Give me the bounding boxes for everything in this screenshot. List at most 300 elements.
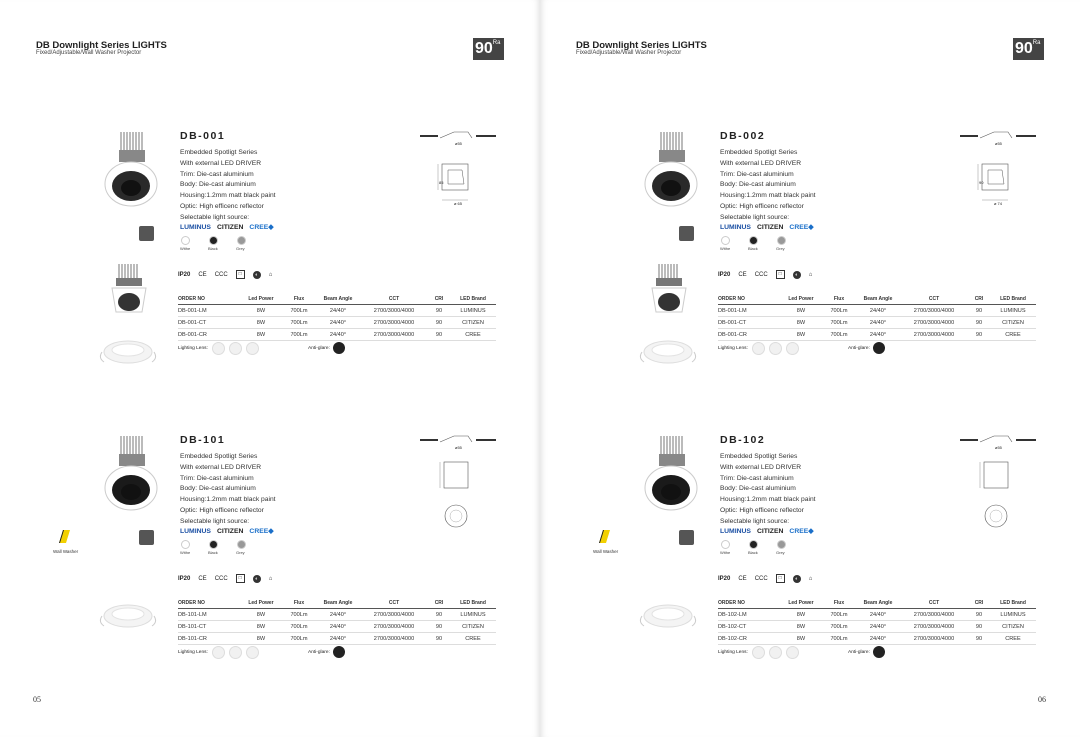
table-header — [178, 294, 496, 305]
table-header — [718, 294, 1036, 305]
trim-ring-photo — [98, 336, 158, 373]
spec-line: Housing:1.2mm matt black paint — [720, 192, 816, 200]
wall-washer-icon — [599, 530, 610, 543]
cree-diamond-icon: ◆ — [808, 224, 814, 231]
table-row — [718, 621, 1036, 633]
dim-diameter: ø55 — [455, 141, 462, 146]
indoor-icon: ⌂ — [268, 575, 273, 582]
ra-unit: Ra — [492, 40, 501, 46]
table-row — [718, 305, 1036, 317]
table-cell: 2700/3000/4000 — [373, 623, 415, 630]
indoor-icon: ⌂ — [268, 271, 273, 278]
lighting-lens — [178, 342, 259, 355]
table-cell: 90 — [435, 623, 443, 630]
product-photo — [102, 130, 160, 213]
anti-glare-option — [873, 646, 885, 658]
table-cell: 24/40° — [329, 635, 347, 642]
dim-cutout: ø 74 — [994, 201, 1003, 206]
anti-glare-label: Anti-glare: — [308, 345, 330, 351]
table-cell: DB-101-LM — [178, 611, 207, 618]
table-cell: 90 — [975, 635, 983, 642]
table-header-cell: Flux — [293, 296, 305, 302]
table-cell: CITIZEN — [1002, 319, 1024, 326]
table-header-cell: ORDER NO — [178, 600, 205, 606]
spec-line: Selectable light source: — [720, 213, 790, 221]
table-header-cell: CCT — [388, 296, 400, 302]
indoor-icon: ⌂ — [808, 575, 813, 582]
table-header — [178, 598, 496, 609]
spec-line: Housing:1.2mm matt black paint — [180, 496, 276, 504]
table-cell: 8W — [256, 331, 266, 338]
brand-cree: CREE — [249, 528, 269, 535]
brand-citizen: CITIZEN — [756, 224, 784, 231]
table-cell: 700Lm — [290, 611, 308, 618]
table-cell: 2700/3000/4000 — [913, 623, 955, 630]
spec-line: Trim: Die-cast aluminium — [720, 170, 794, 178]
lighting-lens-label: Lighting Lens: — [178, 650, 208, 655]
color-swatch — [749, 540, 758, 549]
brand-luminus: LUMINUS — [720, 224, 751, 231]
table-header-cell: Beam Angle — [863, 296, 893, 302]
lens-option — [786, 342, 799, 355]
product-type-icon — [139, 530, 154, 545]
spec-line: Selectable light source: — [180, 213, 250, 221]
ra-value: 90 — [475, 40, 493, 57]
table-cell: 700Lm — [830, 319, 848, 326]
table-cell: 24/40° — [869, 635, 887, 642]
table-cell: 24/40° — [869, 331, 887, 338]
cree-diamond-icon: ◆ — [268, 224, 274, 231]
indoor-icon: ⌂ — [808, 271, 813, 278]
table-cell: 8W — [256, 623, 266, 630]
table-header-cell: CCT — [928, 296, 940, 302]
ip-rating: IP20 — [178, 575, 191, 582]
table-cell: CITIZEN — [462, 623, 484, 630]
class-icon: □ — [236, 574, 245, 583]
table-header-cell: Flux — [833, 296, 845, 302]
table-cell: 8W — [796, 319, 806, 326]
spec-line: Embedded Spotligt Series — [180, 149, 258, 156]
product-block — [0, 434, 540, 734]
table-cell: DB-001-LM — [178, 307, 207, 314]
lighting-lens-label: Lighting Lens: — [718, 346, 748, 351]
table-row — [178, 633, 496, 645]
trim-ring-photo — [638, 600, 698, 637]
color-swatch-label: Withe — [180, 246, 191, 251]
brand-luminus: LUMINUS — [180, 224, 211, 231]
certification-icons — [718, 270, 812, 279]
lighting-lens — [718, 646, 799, 659]
table-cell: 24/40° — [329, 331, 347, 338]
table-cell: 700Lm — [290, 319, 308, 326]
table-cell: DB-101-CT — [178, 623, 207, 630]
spec-line: Trim: Die-cast aluminium — [180, 474, 254, 482]
spec-line: Trim: Die-cast aluminium — [720, 474, 794, 482]
class-icon: □ — [776, 270, 785, 279]
table-cell: 2700/3000/4000 — [913, 307, 955, 314]
dim-cutout: ø 65 — [454, 201, 463, 206]
table-cell: DB-102-LM — [718, 611, 747, 618]
ra-badge — [1013, 38, 1044, 60]
product-type-icon — [679, 530, 694, 545]
color-swatch-label: Grey — [236, 246, 245, 251]
color-swatch — [777, 236, 786, 245]
dim-height: 90 — [979, 180, 984, 185]
table-cell: LUMINUS — [460, 611, 486, 618]
table-cell: DB-102-CR — [718, 635, 747, 642]
table-header-cell: LED Brand — [460, 296, 486, 302]
table-header-cell: CRI — [434, 600, 444, 606]
table-header-cell: Led Power — [248, 296, 274, 302]
lens-option — [769, 342, 782, 355]
spec-line: With external LED DRIVER — [720, 463, 802, 471]
table-cell: 90 — [975, 307, 983, 314]
table-cell: 24/40° — [329, 611, 347, 618]
table-cell: 24/40° — [869, 307, 887, 314]
table-cell: 700Lm — [290, 331, 308, 338]
table-cell: 90 — [435, 319, 443, 326]
table-header-cell: CRI — [974, 296, 984, 302]
table-cell: 8W — [256, 635, 266, 642]
anti-glare-option — [333, 342, 345, 354]
brand-cree: CREE — [789, 224, 809, 231]
certification-icons — [718, 574, 812, 583]
color-swatch-label: Grey — [776, 246, 785, 251]
order-table — [718, 598, 1036, 645]
anti-glare — [848, 646, 885, 658]
table-cell: 24/40° — [869, 611, 887, 618]
spec-line: Optic: High efficenc reflector — [180, 507, 264, 514]
product-photo — [642, 130, 700, 213]
wall-washer-label: Wall Washer — [593, 549, 619, 554]
table-cell: DB-001-CT — [718, 319, 747, 326]
led-brands — [720, 223, 814, 231]
class-icon: □ — [776, 574, 785, 583]
lens-option — [229, 342, 242, 355]
ip-rating: IP20 — [178, 271, 191, 278]
table-cell: 700Lm — [830, 331, 848, 338]
table-row — [718, 317, 1036, 329]
lighting-lens-label: Lighting Lens: — [718, 650, 748, 655]
anti-glare — [848, 342, 885, 354]
color-swatch-label: Grey — [776, 550, 785, 555]
table-cell: 700Lm — [290, 623, 308, 630]
led-brands — [180, 527, 274, 535]
table-cell: CITIZEN — [1002, 623, 1024, 630]
table-cell: 90 — [975, 623, 983, 630]
product-type-icon — [139, 226, 154, 241]
table-header-cell: CCT — [928, 600, 940, 606]
table-cell: 24/40° — [329, 319, 347, 326]
brand-cree: CREE — [249, 224, 269, 231]
color-swatch — [721, 540, 730, 549]
series-title: DB Downlight Series LIGHTS — [576, 40, 707, 51]
spec-line: Trim: Die-cast aluminium — [180, 170, 254, 178]
table-cell: 2700/3000/4000 — [373, 319, 415, 326]
ccc-mark: CCC — [754, 575, 768, 582]
table-cell: 8W — [796, 635, 806, 642]
lighting-lens — [178, 646, 259, 659]
led-brands — [720, 527, 814, 535]
spec-line: Body: Die-cast aluminium — [180, 485, 256, 493]
table-cell: 90 — [975, 319, 983, 326]
lens-option — [752, 646, 765, 659]
spec-line: Housing:1.2mm matt black paint — [180, 192, 276, 200]
table-cell: 90 — [975, 331, 983, 338]
table-cell: 24/40° — [869, 623, 887, 630]
table-cell: 2700/3000/4000 — [373, 307, 415, 314]
table-cell: 700Lm — [830, 623, 848, 630]
spec-line: Selectable light source: — [720, 517, 790, 525]
lighting-lens-label: Lighting Lens: — [178, 346, 208, 351]
ce-mark: CE — [738, 271, 747, 278]
table-cell: 90 — [435, 611, 443, 618]
table-cell: 2700/3000/4000 — [913, 331, 955, 338]
table-cell: 700Lm — [290, 307, 308, 314]
dim-diameter: ø55 — [995, 445, 1002, 450]
spec-line: Optic: High efficenc reflector — [720, 507, 804, 514]
spec-line: Embedded Spotligt Series — [720, 149, 798, 156]
table-cell: 700Lm — [830, 611, 848, 618]
trim-ring-photo — [638, 336, 698, 373]
wall-washer-icon — [59, 530, 70, 543]
spec-line: With external LED DRIVER — [180, 463, 262, 471]
certification-icons — [178, 270, 272, 279]
table-cell: 2700/3000/4000 — [373, 635, 415, 642]
table-cell: CITIZEN — [462, 319, 484, 326]
table-row — [718, 609, 1036, 621]
lens-option — [212, 646, 225, 659]
brand-cree: CREE — [789, 528, 809, 535]
table-row — [178, 305, 496, 317]
table-header-cell: LED Brand — [460, 600, 486, 606]
cree-diamond-icon: ◆ — [268, 528, 274, 535]
color-swatch — [749, 236, 758, 245]
product-side-photo — [646, 262, 692, 325]
lens-option — [212, 342, 225, 355]
anti-glare — [308, 646, 345, 658]
table-cell: 2700/3000/4000 — [913, 611, 955, 618]
ip-rating: IP20 — [718, 575, 731, 582]
table-header-cell: Led Power — [788, 296, 814, 302]
color-swatch — [181, 236, 190, 245]
table-cell: 8W — [796, 307, 806, 314]
ce-mark: CE — [738, 575, 747, 582]
table-header-cell: Flux — [833, 600, 845, 606]
page-number: 06 — [1038, 695, 1046, 704]
wall-washer-label: Wall Washer — [53, 549, 79, 554]
spec-line: With external LED DRIVER — [180, 159, 262, 167]
product-block — [540, 130, 1080, 430]
brand-citizen: CITIZEN — [756, 528, 784, 535]
color-swatch — [181, 540, 190, 549]
anti-glare-label: Anti-glare: — [308, 649, 330, 655]
color-swatch-label: Black — [748, 246, 758, 251]
table-header-cell: ORDER NO — [178, 296, 205, 302]
product-code: DB-002 — [720, 130, 766, 142]
series-subtitle: Fixed/Adjustable/Wall Washer Projector — [36, 50, 142, 56]
anti-glare-label: Anti-glare: — [848, 649, 870, 655]
color-swatch-label: Black — [748, 550, 758, 555]
brand-luminus: LUMINUS — [720, 528, 751, 535]
table-cell: 2700/3000/4000 — [913, 635, 955, 642]
table-header-cell: Flux — [293, 600, 305, 606]
product-code: DB-102 — [720, 434, 766, 446]
product-block — [540, 434, 1080, 734]
spec-line: Optic: High efficenc reflector — [720, 203, 804, 210]
table-header-cell: Beam Angle — [863, 600, 893, 606]
table-cell: DB-102-CT — [718, 623, 747, 630]
brand-citizen: CITIZEN — [216, 528, 244, 535]
spec-line: Embedded Spotligt Series — [180, 453, 258, 460]
ccc-mark: CCC — [214, 575, 228, 582]
table-header-cell: Led Power — [788, 600, 814, 606]
table-cell: CREE — [1005, 331, 1021, 338]
table-cell: CREE — [465, 331, 481, 338]
led-brands — [180, 223, 274, 231]
table-cell: 2700/3000/4000 — [913, 319, 955, 326]
table-cell: 24/40° — [329, 307, 347, 314]
page-number: 05 — [33, 695, 41, 704]
anti-glare — [308, 342, 345, 354]
spec-line: Selectable light source: — [180, 517, 250, 525]
table-cell: DB-001-CT — [178, 319, 207, 326]
anti-glare-option — [873, 342, 885, 354]
ra-badge — [473, 38, 504, 60]
series-title: DB Downlight Series LIGHTS — [36, 40, 167, 51]
table-row — [718, 329, 1036, 341]
ccc-mark: CCC — [214, 271, 228, 278]
table-cell: CREE — [1005, 635, 1021, 642]
product-photo — [102, 434, 160, 517]
color-swatch-label: Withe — [720, 246, 731, 251]
series-subtitle: Fixed/Adjustable/Wall Washer Projector — [576, 50, 682, 56]
table-cell: DB-101-CR — [178, 635, 207, 642]
table-cell: 90 — [435, 635, 443, 642]
dimmable-icon: ◐ — [793, 575, 801, 583]
color-swatch-label: Withe — [180, 550, 191, 555]
product-block — [0, 130, 540, 430]
table-header-cell: CRI — [974, 600, 984, 606]
ce-mark: CE — [198, 271, 207, 278]
table-cell: 2700/3000/4000 — [373, 611, 415, 618]
table-cell: 8W — [256, 307, 266, 314]
ra-value: 90 — [1015, 40, 1033, 57]
brand-luminus: LUMINUS — [180, 528, 211, 535]
ce-mark: CE — [198, 575, 207, 582]
color-swatch-label: Grey — [236, 550, 245, 555]
table-cell: 2700/3000/4000 — [373, 331, 415, 338]
table-cell: DB-001-LM — [718, 307, 747, 314]
dim-diameter: ø55 — [995, 141, 1002, 146]
product-photo — [642, 434, 700, 517]
table-row — [178, 609, 496, 621]
table-cell: 90 — [435, 307, 443, 314]
lens-option — [229, 646, 242, 659]
table-row — [178, 329, 496, 341]
color-swatch — [237, 540, 246, 549]
product-side-photo — [106, 262, 152, 325]
product-type-icon — [679, 226, 694, 241]
spec-line: Body: Die-cast aluminium — [720, 485, 796, 493]
color-swatch — [209, 236, 218, 245]
certification-icons — [178, 574, 272, 583]
table-cell: 700Lm — [290, 635, 308, 642]
dimmable-icon: ◐ — [793, 271, 801, 279]
table-cell: LUMINUS — [460, 307, 486, 314]
trim-ring-photo — [98, 600, 158, 637]
ra-unit: Ra — [1032, 40, 1041, 46]
dim-diameter: ø55 — [455, 445, 462, 450]
order-table — [718, 294, 1036, 341]
spec-line: Embedded Spotligt Series — [720, 453, 798, 460]
table-header-cell: Beam Angle — [323, 296, 353, 302]
lens-option — [786, 646, 799, 659]
order-table — [178, 294, 496, 341]
color-swatch — [777, 540, 786, 549]
table-cell: 24/40° — [329, 623, 347, 630]
table-header-cell: CCT — [388, 600, 400, 606]
color-swatch — [209, 540, 218, 549]
table-header-cell: LED Brand — [1000, 296, 1026, 302]
lens-option — [246, 342, 259, 355]
table-cell: 700Lm — [830, 307, 848, 314]
table-cell: 8W — [796, 331, 806, 338]
table-cell: LUMINUS — [1000, 307, 1026, 314]
right-page — [540, 0, 1080, 737]
spec-line: Body: Die-cast aluminium — [720, 181, 796, 189]
table-row — [178, 621, 496, 633]
table-header-cell: ORDER NO — [718, 296, 745, 302]
lens-option — [769, 646, 782, 659]
anti-glare-option — [333, 646, 345, 658]
table-cell: LUMINUS — [1000, 611, 1026, 618]
ip-rating: IP20 — [718, 271, 731, 278]
color-swatch-label: Withe — [720, 550, 731, 555]
table-cell: 90 — [975, 611, 983, 618]
color-swatch — [237, 236, 246, 245]
table-header-cell: ORDER NO — [718, 600, 745, 606]
spec-line: Optic: High efficenc reflector — [180, 203, 264, 210]
table-cell: 90 — [435, 331, 443, 338]
table-header-cell: CRI — [434, 296, 444, 302]
spec-line: With external LED DRIVER — [720, 159, 802, 167]
table-cell: CREE — [465, 635, 481, 642]
lens-option — [246, 646, 259, 659]
ccc-mark: CCC — [754, 271, 768, 278]
table-header-cell: Led Power — [248, 600, 274, 606]
table-cell: 700Lm — [830, 635, 848, 642]
dimmable-icon: ◐ — [253, 575, 261, 583]
table-row — [718, 633, 1036, 645]
order-table — [178, 598, 496, 645]
table-header — [718, 598, 1036, 609]
table-cell: 8W — [796, 623, 806, 630]
color-swatch — [721, 236, 730, 245]
table-row — [178, 317, 496, 329]
table-cell: 24/40° — [869, 319, 887, 326]
dimmable-icon: ◐ — [253, 271, 261, 279]
product-code: DB-101 — [180, 434, 226, 446]
class-icon: □ — [236, 270, 245, 279]
cree-diamond-icon: ◆ — [808, 528, 814, 535]
brand-citizen: CITIZEN — [216, 224, 244, 231]
lens-option — [752, 342, 765, 355]
anti-glare-label: Anti-glare: — [848, 345, 870, 351]
table-cell: DB-001-CR — [178, 331, 207, 338]
dim-height: 85 — [439, 180, 444, 185]
color-swatch-label: Black — [208, 550, 218, 555]
